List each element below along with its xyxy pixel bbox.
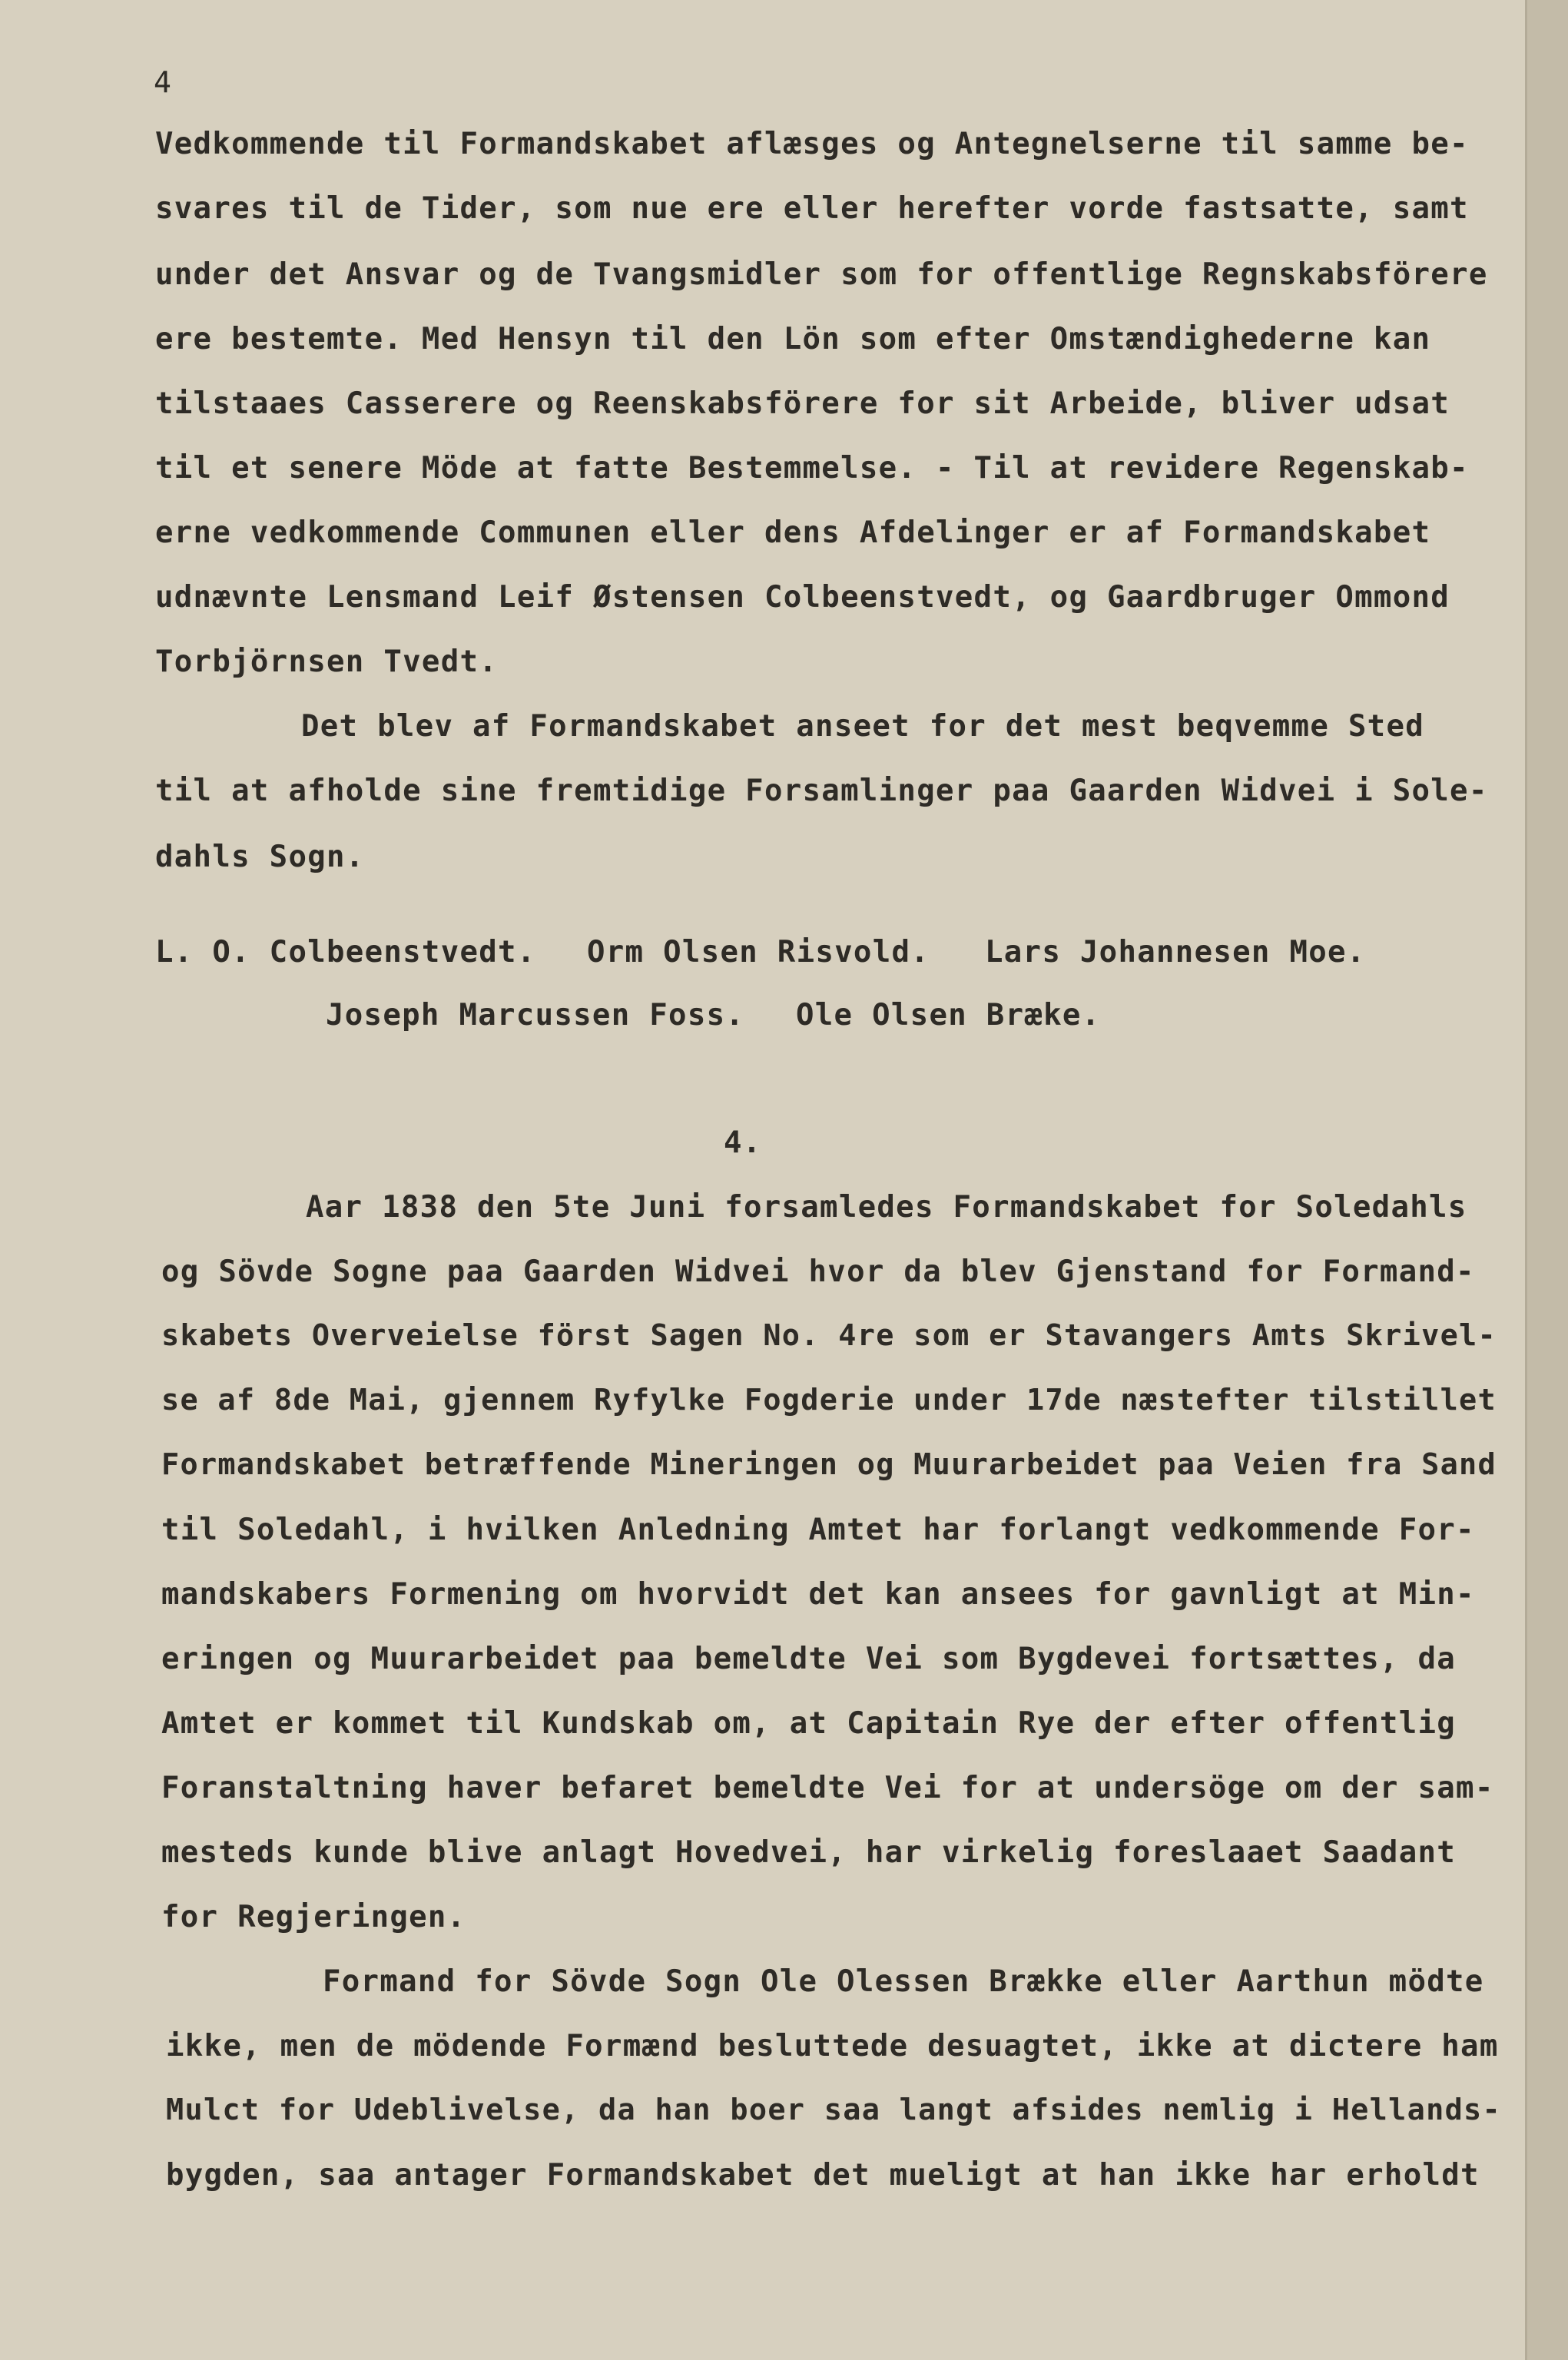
text-line: Det blev af Formandskabet anseet for det mest beqvemme Sted xyxy=(301,709,1425,744)
text-line: Mulct for Udeblivelse, da han boer saa langt afsides nemlig i Hellands- xyxy=(166,2093,1502,2127)
text-line: bygden, saa antager Formandskabet det mueligt at han ikke har erholdt xyxy=(166,2158,1480,2193)
text-line: og Sövde Sogne paa Gaarden Widvei hvor da blev Gjenstand for Formand- xyxy=(161,1255,1475,1289)
text-line: Aar 1838 den 5te Juni forsamledes Formandskabet for Soledahls xyxy=(306,1190,1467,1225)
text-line: Foranstaltning haver befaret bemeldte Vei for at undersöge om der sam- xyxy=(161,1771,1494,1805)
text-line: ikke, men de mödende Formænd besluttede desuagtet, ikke at dictere ham xyxy=(166,2029,1499,2063)
text-line: svares til de Tider, som nue ere eller herefter vorde fastsatte, samt xyxy=(155,191,1469,226)
signature: Lars Johannesen Moe. xyxy=(985,935,1366,970)
text-line: til et senere Möde at fatte Bestemmelse. - Til at revidere Regenskab- xyxy=(155,451,1469,486)
signature: Ole Olsen Bræke. xyxy=(796,998,1101,1032)
signature: L. O. Colbeenstvedt. xyxy=(155,935,536,970)
text-line: eringen og Muurarbeidet paa bemeldte Vei som Bygdevei fortsættes, da xyxy=(161,1642,1457,1676)
text-line: Amtet er kommet til Kundskab om, at Capitain Rye der efter offentlig xyxy=(161,1706,1457,1741)
page-edge xyxy=(1525,0,1568,2360)
signature: Orm Olsen Risvold. xyxy=(587,935,930,970)
text-line: til Soledahl, i hvilken Anledning Amtet har forlangt vedkommende For- xyxy=(161,1513,1475,1547)
text-line: se af 8de Mai, gjennem Ryfylke Fogderie under 17de næstefter tilstillet xyxy=(161,1383,1497,1417)
text-line: ere bestemte. Med Hensyn til den Lön som efter Omstændighederne kan xyxy=(155,322,1431,356)
text-line: skabets Overveielse först Sagen No. 4re som er Stavangers Amts Skrivel- xyxy=(161,1318,1497,1353)
section-number: 4. xyxy=(724,1125,762,1160)
text-line: Vedkommende til Formandskabet aflæsges og Antegnelserne til samme be- xyxy=(155,127,1469,161)
text-line: Formandskabet betræffende Mineringen og Muurarbeidet paa Veien fra Sand xyxy=(161,1447,1497,1482)
text-line: for Regjeringen. xyxy=(161,1900,466,1934)
text-line: udnævnte Lensmand Leif Østensen Colbeenstvedt, og Gaardbruger Ommond xyxy=(155,580,1450,615)
text-line: til at afholde sine fremtidige Forsamlinger paa Gaarden Widvei i Sole- xyxy=(155,774,1488,808)
text-line: dahls Sogn. xyxy=(155,840,365,874)
text-line: mesteds kunde blive anlagt Hovedvei, har virkelig foreslaaet Saadant xyxy=(161,1835,1457,1870)
page-number: 4 xyxy=(154,65,173,99)
signature: Joseph Marcussen Foss. xyxy=(326,998,745,1032)
text-line: Torbjörnsen Tvedt. xyxy=(155,645,499,679)
text-line: mandskabers Formening om hvorvidt det kan ansees for gavnligt at Min- xyxy=(161,1577,1475,1612)
text-line: under det Ansvar og de Tvangsmidler som for offentlige Regnskabsförere xyxy=(155,257,1488,292)
text-line: tilstaaes Casserere og Reenskabsförere for sit Arbeide, bliver udsat xyxy=(155,386,1450,421)
text-line: Formand for Sövde Sogn Ole Olessen Brække eller Aarthun mödte xyxy=(323,1964,1484,1999)
text-line: erne vedkommende Communen eller dens Afdelinger er af Formandskabet xyxy=(155,515,1431,550)
